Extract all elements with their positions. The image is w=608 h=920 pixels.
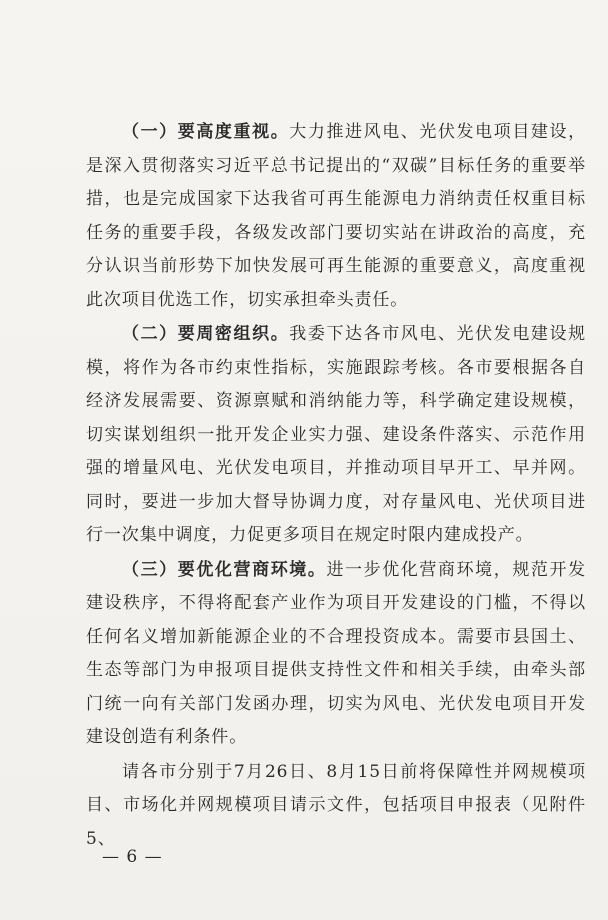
paragraph-text: 请各市分别于7月26日、8月15日前将保障性并网规模项目、市场化并网规模项目请示文件，包括项目申报表（见附件5、 xyxy=(86,761,586,849)
paragraph-heading: （三）要优化营商环境。 xyxy=(122,559,327,580)
paragraph-text: 大力推进风电、光伏发电项目建设，是深入贯彻落实习近平总书记提出的“双碳”目标任务的重要举措，也是完成国家下达我省可再生能源电力消纳责任权重目标任务的重要手段，各级发改部门要切实站在讲政治的高度，充分认识当前形势下加快发展可再生能源的重要意义，高度重视此次项目优选工作，切实承担牵头责任。 xyxy=(86,122,586,310)
paragraph-careful-organization xyxy=(86,318,586,553)
paragraph-text: 进一步优化营商环境，规范开发建设秩序，不得将配套产业作为项目开发建设的门槛，不得以任何名义增加新能源企业的不合理投资成本。需要市县国土、生态等部门为申报项目提供支持性文件和相关手续，由牵头部门统一向有关部门发函办理，切实为风电、光伏发电项目开发建设创造有利条件。 xyxy=(86,559,586,747)
paragraph-submission-request xyxy=(86,756,586,857)
paragraph-business-environment xyxy=(86,554,586,755)
paragraph-heading: （一）要高度重视。 xyxy=(122,122,290,142)
document-body xyxy=(86,116,586,856)
paragraph-heading: （二）要周密组织。 xyxy=(122,324,290,344)
paragraph-high-priority xyxy=(86,116,586,317)
page-number: — 6 — xyxy=(102,847,163,867)
paragraph-text: 我委下达各市风电、光伏发电建设规模，将作为各市约束性指标，实施跟踪考核。各市要根据各自经济发展需要、资源禀赋和消纳能力等，科学确定建设规模，切实谋划组织一批开发企业实力强、建设条件落实、示范作用强的增量风电、光伏发电项目，并推动项目早开工、早并网。同时，要进一步加大督导协调力度，对存量风电、光伏项目进行一次集中调度，力促更多项目在规定时限内建成投产。 xyxy=(86,324,586,545)
